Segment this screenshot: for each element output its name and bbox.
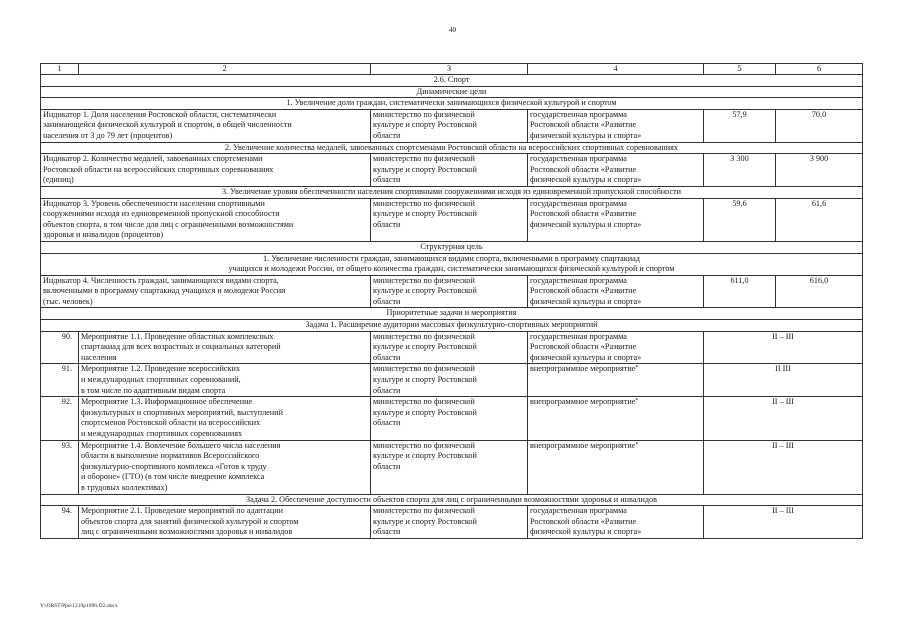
value-col5: 3 300 bbox=[704, 154, 776, 187]
text-line: спортсменов Ростовской области на всероссийских bbox=[81, 418, 261, 428]
period-cell: II – III bbox=[704, 506, 863, 539]
text-line: здоровья и инвалидов (процентов) bbox=[43, 230, 164, 240]
goal-title-cell: 1. Увеличение доли граждан, систематически занимающихся физической культурой и спортом bbox=[41, 98, 863, 110]
task-title-cell: Задача 1. Расширение аудитории массовых физкультурно-спортивных мероприятий bbox=[41, 320, 863, 332]
indicator-row bbox=[41, 275, 863, 308]
dynamic-goals-heading bbox=[41, 86, 863, 98]
text-line: внепрограммное мероприятие bbox=[530, 397, 636, 407]
text-line: Индикатор 1. Доля населения Ростовской области, систематически bbox=[43, 109, 277, 119]
priority-tasks-heading-cell: Приоритетные задачи и мероприятия bbox=[41, 308, 863, 320]
text-line: области bbox=[373, 219, 401, 229]
file-path: Y:\ORST\Ppo\1219p1096.f22.docx bbox=[40, 603, 118, 609]
footnote-mark: * bbox=[635, 365, 639, 372]
text-line: области bbox=[373, 352, 401, 362]
text-line: культуре и спорту Ростовской bbox=[373, 209, 477, 219]
event-row bbox=[41, 506, 863, 539]
structural-goal-title bbox=[41, 253, 863, 275]
value-col5: 59,6 bbox=[704, 198, 776, 241]
event-text bbox=[79, 440, 371, 494]
section-title-cell: 2.6. Спорт bbox=[41, 75, 863, 87]
executor-cell bbox=[371, 109, 528, 142]
text-line: в том числе по адаптивным видам спорта bbox=[81, 385, 226, 395]
event-text bbox=[79, 331, 371, 364]
task-title bbox=[41, 494, 863, 506]
text-line: министерство по физической bbox=[373, 154, 475, 164]
text-line: 1. Увеличение численности граждан, занимающихся видами спорта, включенными в программу спартакиад bbox=[263, 253, 640, 263]
text-line: Ростовской области «Развитие bbox=[530, 209, 637, 219]
indicator-row bbox=[41, 154, 863, 187]
column-number-row bbox=[41, 64, 863, 75]
text-line: физической культуры и спорта» bbox=[530, 527, 642, 537]
text-line: области bbox=[373, 296, 401, 306]
event-row bbox=[41, 397, 863, 440]
footnote-mark: * bbox=[635, 398, 639, 405]
text-line: министерство по физической bbox=[373, 109, 475, 119]
event-text bbox=[79, 364, 371, 397]
text-line: государственная программа bbox=[530, 275, 627, 285]
indicator-text bbox=[41, 109, 371, 142]
period-cell: II – III bbox=[704, 331, 863, 364]
indicator-text bbox=[41, 198, 371, 241]
text-line: культуре и спорту Ростовской bbox=[373, 516, 477, 526]
text-line: Мероприятие 1.3. Информационное обеспечение bbox=[81, 397, 253, 407]
text-line: области bbox=[373, 527, 401, 537]
value-col5: 57,9 bbox=[704, 109, 776, 142]
text-line: государственная программа bbox=[530, 109, 627, 119]
text-line: Ростовской области «Развитие bbox=[530, 342, 637, 352]
priority-tasks-heading bbox=[41, 308, 863, 320]
program-cell bbox=[528, 364, 704, 397]
text-line: государственная программа bbox=[530, 506, 627, 516]
column-number: 6 bbox=[776, 64, 863, 75]
text-line: культуре и спорту Ростовской bbox=[373, 164, 477, 174]
text-line: учащихся и молодежи России, от общего количества граждан, систематически занимающихся физической культурой и спортом bbox=[228, 264, 675, 274]
event-row bbox=[41, 364, 863, 397]
text-line: внепрограммное мероприятие bbox=[530, 364, 636, 374]
indicator-row bbox=[41, 198, 863, 241]
text-line: министерство по физической bbox=[373, 275, 475, 285]
text-line: области bbox=[373, 418, 401, 428]
period-cell: II – III bbox=[704, 440, 863, 494]
event-number: 91. bbox=[41, 364, 79, 397]
executor-cell bbox=[371, 331, 528, 364]
event-text bbox=[79, 506, 371, 539]
text-line: Мероприятие 1.1. Проведение областных комплексных bbox=[81, 331, 274, 341]
text-line: физической культуры и спорта» bbox=[530, 352, 642, 362]
text-line: населения bbox=[81, 352, 117, 362]
text-line: (тыс. человек) bbox=[43, 296, 93, 306]
column-number: 1 bbox=[41, 64, 79, 75]
value-col6: 3 900 bbox=[776, 154, 863, 187]
text-line: и обороне» (ГТО) (в том числе внедрение комплекса bbox=[81, 472, 265, 482]
text-line: министерство по физической bbox=[373, 198, 475, 208]
text-line: области bbox=[373, 461, 401, 471]
executor-cell bbox=[371, 275, 528, 308]
text-line: в трудовых коллективах) bbox=[81, 482, 168, 492]
indicator-row bbox=[41, 109, 863, 142]
text-line: Индикатор 2. Количество медалей, завоеванных спортсменами bbox=[43, 154, 263, 164]
value-col6: 61,6 bbox=[776, 198, 863, 241]
task-title-cell: Задача 2. Обеспечение доступности объектов спорта для лиц с ограниченными возможностями здоровья и инвалидов bbox=[41, 494, 863, 506]
text-line: Мероприятие 2.1. Проведение мероприятий по адаптации bbox=[81, 506, 283, 516]
column-number: 2 bbox=[79, 64, 371, 75]
text-line: физкультурно-спортивного комплекса «Готов к труду bbox=[81, 461, 267, 471]
sport-table bbox=[40, 63, 863, 539]
text-line: области bbox=[373, 385, 401, 395]
event-row bbox=[41, 440, 863, 494]
indicator-text bbox=[41, 154, 371, 187]
program-cell bbox=[528, 154, 704, 187]
text-line: Ростовской области «Развитие bbox=[530, 286, 637, 296]
text-line: области bbox=[373, 130, 401, 140]
text-line: включенными в программу спартакиад учащихся и молодежи России bbox=[43, 286, 286, 296]
text-line: государственная программа bbox=[530, 331, 627, 341]
column-number: 4 bbox=[528, 64, 704, 75]
event-number: 90. bbox=[41, 331, 79, 364]
text-line: министерство по физической bbox=[373, 440, 475, 450]
goal-title-cell: 2. Увеличение количества медалей, завоеванных спортсменами Ростовской области на всероссийских спортивных соревнованиях bbox=[41, 142, 863, 154]
text-line: культуре и спорту Ростовской bbox=[373, 286, 477, 296]
executor-cell bbox=[371, 154, 528, 187]
text-line: и международных спортивных соревнований, bbox=[81, 375, 241, 385]
text-line: Индикатор 4. Численность граждан, занимающихся видами спорта, bbox=[43, 275, 279, 285]
text-line: физической культуры и спорта» bbox=[530, 219, 642, 229]
text-line: лиц с ограниченными возможностями здоровья и инвалидов bbox=[81, 527, 293, 537]
program-cell bbox=[528, 506, 704, 539]
text-line: Мероприятие 1.2. Проведение всероссийских bbox=[81, 364, 240, 374]
executor-cell bbox=[371, 198, 528, 241]
dynamic-goals-heading-cell: Динамические цели bbox=[41, 86, 863, 98]
indicator-text bbox=[41, 275, 371, 308]
event-number: 94. bbox=[41, 506, 79, 539]
structural-goal-title-cell bbox=[41, 253, 863, 275]
executor-cell bbox=[371, 364, 528, 397]
program-cell bbox=[528, 440, 704, 494]
event-row bbox=[41, 331, 863, 364]
text-line: министерство по физической bbox=[373, 364, 475, 374]
text-line: населения от 3 до 79 лет (процентов) bbox=[43, 130, 173, 140]
text-line: внепрограммное мероприятие bbox=[530, 440, 636, 450]
program-cell bbox=[528, 397, 704, 440]
text-line: министерство по физической bbox=[373, 506, 475, 516]
footnote-mark: * bbox=[635, 441, 639, 448]
text-line: объектов спорта, в том числе для лиц с ограниченными возможностями bbox=[43, 219, 294, 229]
page-number: 40 bbox=[449, 26, 456, 34]
structural-goal-heading-cell: Структурная цель bbox=[41, 241, 863, 253]
text-line: Ростовской области «Развитие bbox=[530, 164, 637, 174]
text-line: и международных спортивных соревнованиях bbox=[81, 429, 243, 438]
text-line: занимающейся физической культурой и спортом, в общей численности bbox=[43, 120, 292, 130]
text-line: объектов спорта для занятий физической культурой и спортом bbox=[81, 516, 299, 526]
text-line: культуре и спорту Ростовской bbox=[373, 407, 477, 417]
text-line: сооружениями исходя из единовременной пропускной способности bbox=[43, 209, 280, 219]
goal-title-cell: 3. Увеличение уровня обеспеченности населения спортивными сооружениями исходя из единовременной пропускной способности bbox=[41, 186, 863, 198]
text-line: области в выполнение нормативов Всероссийского bbox=[81, 451, 260, 461]
goal-title bbox=[41, 142, 863, 154]
column-number: 5 bbox=[704, 64, 776, 75]
text-line: физической культуры и спорта» bbox=[530, 296, 642, 306]
text-line: спартакиад для всех возрастных и социальных категорий bbox=[81, 342, 281, 352]
goal-title bbox=[41, 186, 863, 198]
section-title bbox=[41, 75, 863, 87]
text-line: государственная программа bbox=[530, 198, 627, 208]
executor-cell bbox=[371, 440, 528, 494]
text-line: Мероприятие 1.4. Вовлечение большего числа населения bbox=[81, 440, 281, 450]
text-line: министерство по физической bbox=[373, 331, 475, 341]
event-text bbox=[79, 397, 371, 440]
task-title bbox=[41, 320, 863, 332]
text-line: физической культуры и спорта» bbox=[530, 130, 642, 140]
text-line: физической культуры и спорта» bbox=[530, 175, 642, 185]
text-line: культуре и спорту Ростовской bbox=[373, 342, 477, 352]
text-line: физкультурных и спортивных мероприятий, выступлений bbox=[81, 407, 283, 417]
text-line: области bbox=[373, 175, 401, 185]
text-line: культуре и спорту Ростовской bbox=[373, 451, 477, 461]
text-line: Ростовской области «Развитие bbox=[530, 120, 637, 130]
period-cell: II – III bbox=[704, 397, 863, 440]
value-col6: 616,0 bbox=[776, 275, 863, 308]
event-number: 92. bbox=[41, 397, 79, 440]
text-line: (единиц) bbox=[43, 175, 74, 185]
program-cell bbox=[528, 275, 704, 308]
text-line: культуре и спорту Ростовской bbox=[373, 120, 477, 130]
text-line: Ростовской области на всероссийских спортивных соревнованиях bbox=[43, 164, 274, 174]
value-col6: 70,0 bbox=[776, 109, 863, 142]
program-cell bbox=[528, 331, 704, 364]
text-line: культуре и спорту Ростовской bbox=[373, 375, 477, 385]
column-number: 3 bbox=[371, 64, 528, 75]
text-line: Индикатор 3. Уровень обеспеченности населения спортивными bbox=[43, 198, 265, 208]
text-line: министерство по физической bbox=[373, 397, 475, 407]
value-col5: 611,0 bbox=[704, 275, 776, 308]
event-number: 93. bbox=[41, 440, 79, 494]
text-line: Ростовской области «Развитие bbox=[530, 516, 637, 526]
program-cell bbox=[528, 198, 704, 241]
period-cell: II III bbox=[704, 364, 863, 397]
executor-cell bbox=[371, 397, 528, 440]
program-cell bbox=[528, 109, 704, 142]
text-line: государственная программа bbox=[530, 154, 627, 164]
executor-cell bbox=[371, 506, 528, 539]
structural-goal-heading bbox=[41, 241, 863, 253]
goal-title bbox=[41, 98, 863, 110]
